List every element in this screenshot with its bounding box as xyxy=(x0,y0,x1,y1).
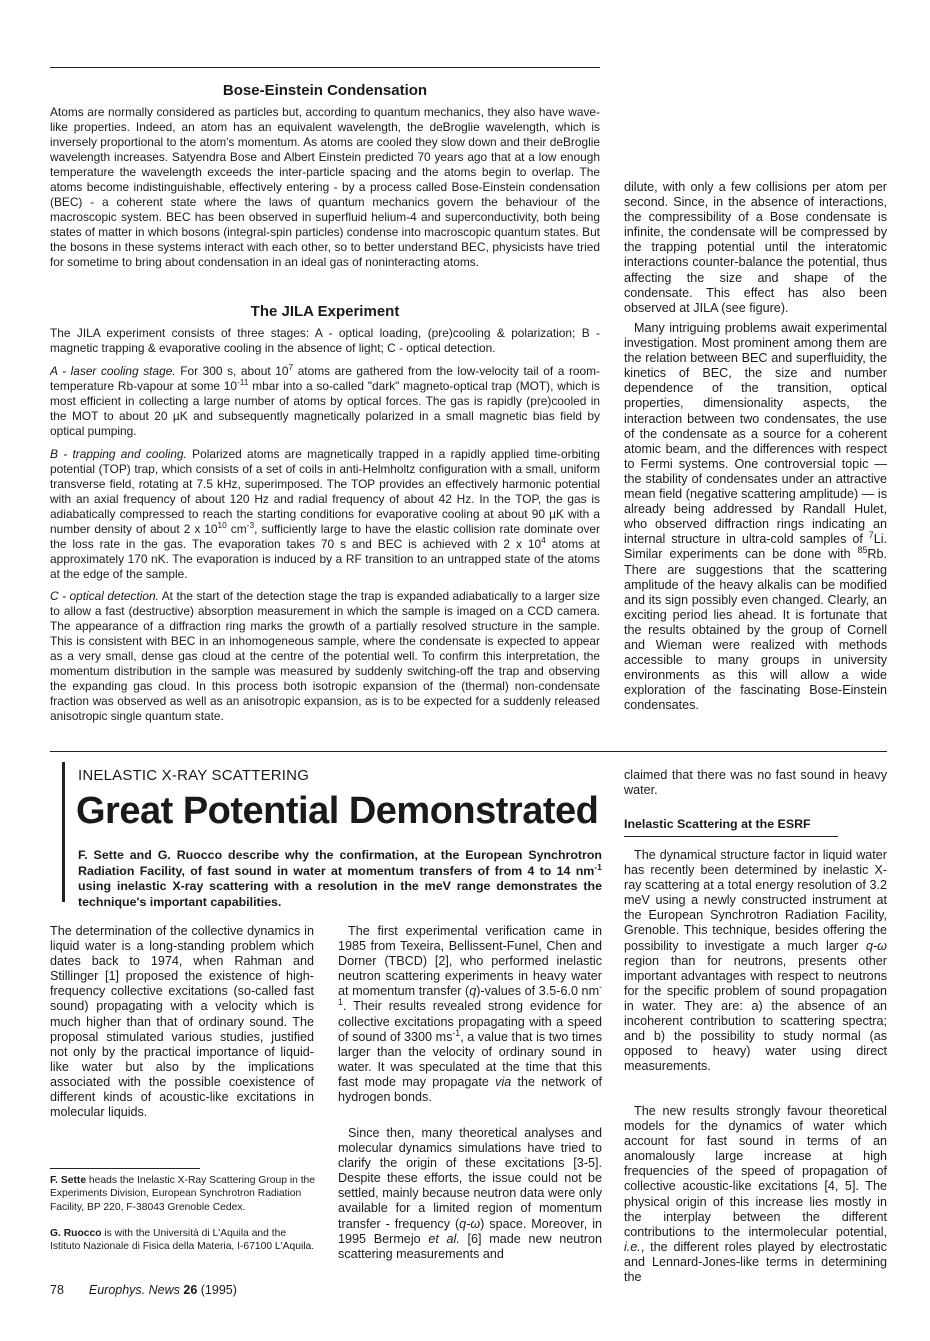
box-intro: Atoms are normally considered as particles but, according to quantum mechanics, they also have wave-like properties. Indeed, an atom has an equivalent wavelength, the deBroglie wavelength, which is inversely proportional to the atom's momentum. As atoms are cooled they slow down and their deBroglie wavelength increases. Satyendra Bose and Albert Einstein predicted 70 years ago that at a low enough temperature the wavelength exceeds the inter-particle spacing and the atoms begin to overlap. The atoms become indistinguishable, effectively entering - by a process called Bose-Einstein condensation (BEC) - a coherent state where the laws of quantum mechanics govern the behaviour of the macroscopic system. BEC has been observed in superfluid helium-4 and superconductivity, both being states of matter in which bosons (integral-spin particles) condense into macroscopic quantum states. But the bosons in these systems interact with each other, so to better understand BEC, physicists have tried for sometime to bring about condensation in an ideal gas of noninteracting atoms. xyxy=(50,105,600,270)
col3-para-1: claimed that there was no fast sound in heavy water. xyxy=(624,768,887,798)
col3-para-3: The new results strongly favour theoretical models for the dynamics of water which account for fast sound in terms of an anomalously large increase at high frequencies of the speed of propagation of collective acoustic-like excitations [4, 5]. The physical origin of this increase lies mostly in the interplay between the different contributions to the intermolecular potential, i.e., the different roles played by electrostatic and Lennard-Jones-like terms in determining the xyxy=(624,1104,887,1285)
article-headline: Great Potential Demonstrated xyxy=(76,790,599,832)
jila-intro: The JILA experiment consists of three stages: A - optical loading, (pre)cooling & polarization; B - magnetic trapping & evaporative cooling in the absence of light; C - optical detection. xyxy=(50,326,600,356)
article-kicker: INELASTIC X-RAY SCATTERING xyxy=(78,767,310,784)
box-subtitle: The JILA Experiment xyxy=(250,303,400,320)
col3-para-2: The dynamical structure factor in liquid water has recently been determined by inelastic X-ray scattering at a total energy resolution of 3.2 meV using a newly constructed instrument at the European Synchrotron Radiation Facility, Grenoble. This technique, besides offering the possibility to investigate a much larger q-ω region than for neutrons, presents other important advantages with respect to neutrons for the specific problem of sound propagation in water. They are: a) the absence of an incoherent contribution to scattering spectra; and b) the possibility to study normal (as opposed to heavy) water using direct measurements. xyxy=(624,848,887,1074)
col2-para-2: Since then, many theoretical analyses and molecular dynamics simulations have tried to clarify the origin of these excitations [3-5]. Despite these efforts, the issue could not be settled, mainly because neutron data were only available for a limited region of momentum transfer - frequency (q-ω) space. Moreover, in 1995 Bermejo et al. [6] made new neutron scattering measurements and xyxy=(338,1126,602,1261)
page-footer xyxy=(50,1283,237,1297)
page-number: 78 xyxy=(50,1283,64,1297)
stage-c-lead: C - optical detection. xyxy=(50,589,159,603)
stage-b: B - trapping and cooling. Polarized atoms are magnetically trapped in a rapidly applied time-orbiting potential (TOP) trap, which consists of a set of coils in anti-Helmholtz configuration with a small, uniform transverse field, rotating at 7.5 kHz, superimposed. The TOP provides an effectively harmonic potential with an axial frequency of about 120 Hz and radial frequency of about 42 Hz. In the TOP, the gas is adiabatically compressed to reach the starting conditions for evaporative cooling at about 90 µK with a number density of about 2 x $10^{10}$ $cm^{-3}$, sufficiently large to have the elastic collision rate dominate over the loss rate in the gas. The evaporation takes 70 s and BEC is achieved with 2 x $10^4$ atoms at approximately 170 nK. The evaporation is induced by a RF transition to an untrapped state of the atoms at the edge of the sample. xyxy=(50,447,601,582)
col1-para-1: The determination of the collective dynamics in liquid water is a long-standing problem which dates back to 1974, when Rahman and Stillinger [1] proposed the existence of high-frequency collective excitations (so-called fast sound) propagating with a velocity which is much higher than that of ordinary sound. The proposal stimulated various studies, justified not only by the practical importance of liquid-like water but also by the implications associated with the possible coexistence of different kinds of acoustic-like excitations in molecular liquids. xyxy=(50,924,314,1120)
right-top-para-2: Many intriguing problems await experimental investigation. Most prominent among them are the relation between BEC and superfluidity, the kinetics of BEC, the size and number dependence of the transition, optical properties, dimensionality aspects, the interaction between two condensates, the use of the condensate as a source for a coherent atomic beam, and the differences with respect to Fermi systems. One controversial topic — the stability of condensates under an attractive mean field (negative scattering amplitude) — is already being addressed by Randall Hulet, who observed diffraction rings indicating an internal structure in ultra-cold samples of $^7$Li. Similar experiments can be done with $^{85}$Rb. There are suggestions that the scattering amplitude of the heavy alkalis can be modified and its sign possibly even changed. Clearly, an exciting period lies ahead. It is fortunate that the results obtained by the group of Cornell and Wieman were realized with methods accessible to many groups in university environments as this will allow a wide exploration of the fascinating Bose-Einstein condensates. xyxy=(624,321,887,713)
footnote-sette: F. Sette heads the Inelastic X-Ray Scattering Group in the Experiments Division, European Synchrotron Radiation Facility, BP 220, F-38043 Grenoble Cedex. xyxy=(50,1175,316,1213)
col2-para-1: The first experimental verification came in 1985 from Texeira, Bellissent-Funel, Chen and Dorner (TBCD) [2], who performed inelastic neutron scattering experiments in heavy water at momentum transfer (q)-values of 3.5-6.0 $nm^{-1}$. Their results revealed strong evidence for collective excitations propagating with a speed of sound of 3300 $ms^{-1}$, a value that is two times larger than the velocity of ordinary sound in water. It was speculated at the time that this fast mode may propagate via the network of hydrogen bonds. xyxy=(338,924,602,1105)
journal-year: (1995) xyxy=(200,1283,237,1297)
header-bar xyxy=(62,762,65,902)
col3-subhead-rule xyxy=(624,836,838,837)
article-standfirst: F. Sette and G. Ruocco describe why the confirmation, at the European Synchrotron Radiation Facility, of fast sound in water at momentum transfers of from 4 to 14 $nm^{-1}$ using inelastic X-ray scattering with a resolution in the meV range demonstrates the technique's important capabilities. xyxy=(78,848,602,909)
col3-subhead: Inelastic Scattering at the ESRF xyxy=(624,817,811,831)
journal-volume: 26 xyxy=(183,1283,198,1297)
box-top-rule xyxy=(50,67,600,68)
stage-b-lead: B - trapping and cooling. xyxy=(50,447,187,461)
footnote-ruocco: G. Ruocco is with the Università di L'Aquila and the Istituto Nazionale di Fisica della Materia, I-67100 L'Aquila. xyxy=(50,1228,315,1253)
box-title: Bose-Einstein Condensation xyxy=(222,82,428,99)
right-top-para-1: dilute, with only a few collisions per atom per second. Since, in the absence of interactions, the compressibility of a Bose condensate is infinite, the condensate will be compressed by the trapping potential until the interatomic interactions counter-balance the potential, thus affecting the size and shape of the condensate. This effect has also been observed at JILA (see figure). xyxy=(624,180,887,315)
section-divider xyxy=(50,751,887,752)
footnote-rule xyxy=(50,1168,200,1169)
stage-a-lead: A - laser cooling stage. xyxy=(50,364,176,378)
stage-a: A - laser cooling stage. For 300 s, about $10^7$ atoms are gathered from the low-velocity tail of a room-temperature Rb-vapour at some $10^{-11}$ mbar into a so-called "dark" magneto-optical trap (MOT), which is most efficient in collecting a large number of atoms by optical forces. The gas is rapidly (pre)cooled in the MOT to about 20 µK and subsequently magnetically polarized in a small magnetic bias field by optical pumping. xyxy=(50,362,600,439)
journal-name: Europhys. News xyxy=(88,1283,180,1297)
stage-c: C - optical detection. At the start of the detection stage the trap is expanded adiabatically to a larger size to allow a fast (destructive) absorption measurement in which the sample is imaged on a CCD camera. The appearance of a diffraction ring marks the growth of a partially resolved structure in the sample. This is consistent with BEC in an inhomogeneous sample, where the condensate is expected to appear as a very small, dense gas cloud at the centre of the potential well. To confirm this interpretation, the momentum distribution in the sample was measured by suddenly switching-off the trap and observing the expanding gas cloud. In this process both isotropic expansion of the (thermal) non-condensate fraction was observed as well as an anisotropic expansion, as is to be expected for a suddenly released anisotropic single quantum state. xyxy=(50,589,600,724)
